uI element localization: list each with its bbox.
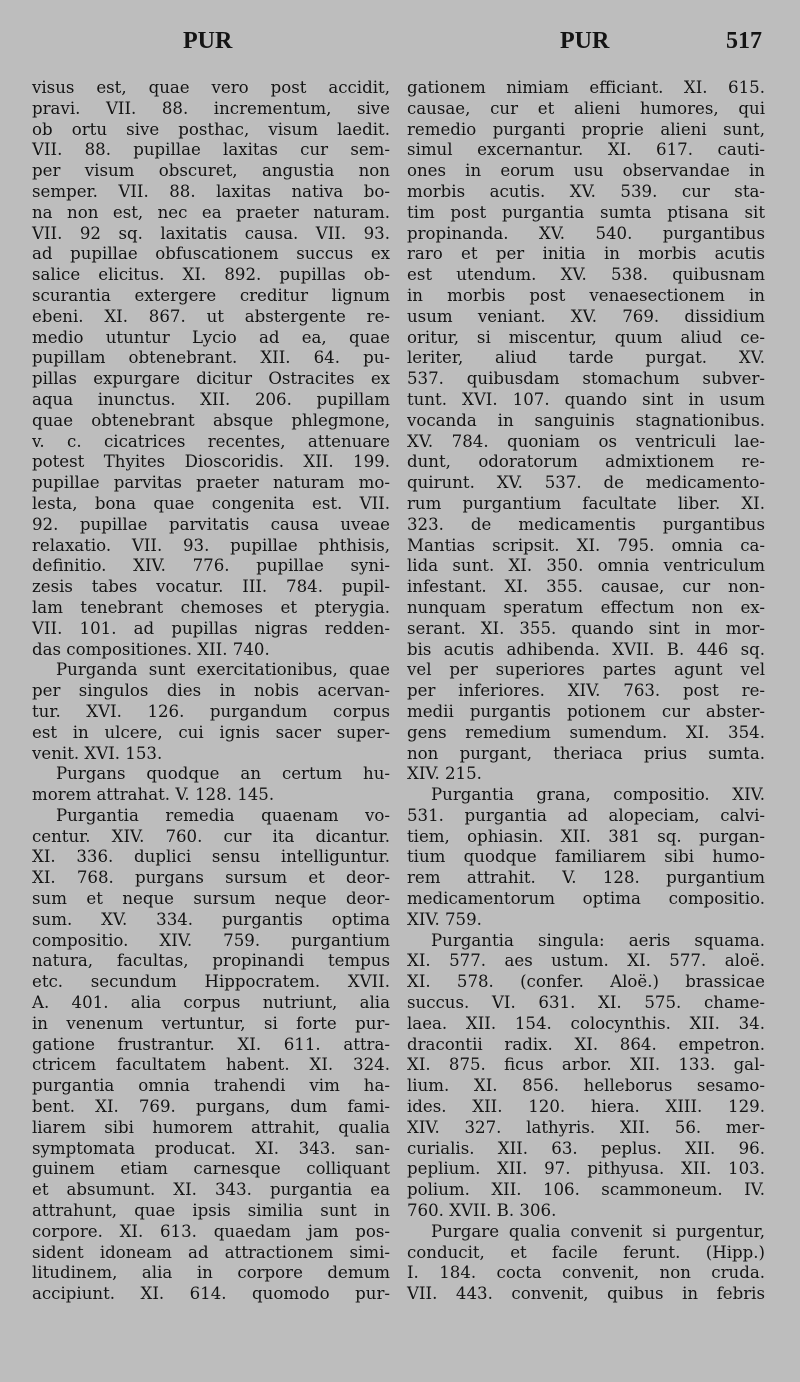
text-line: compositio. XIV. 759. purgantium	[32, 930, 390, 950]
text-line: VII. 92 sq. laxitatis causa. VII. 93.	[32, 223, 390, 243]
page-number: 517	[726, 28, 762, 54]
text-line: XIV. 327. lathyris. XII. 56. mer-	[407, 1117, 765, 1137]
text-line: medicamentorum optima compositio.	[407, 889, 765, 909]
text-line: relaxatio. VII. 93. pupillae phthisis,	[32, 535, 390, 555]
text-line: sident idoneam ad attractionem simi-	[32, 1242, 390, 1262]
text-line: liarem sibi humorem attrahit, qualia	[32, 1117, 390, 1137]
text-line: per singulos dies in nobis acervan-	[32, 681, 390, 701]
text-line: venit. XVI. 153.	[32, 743, 163, 763]
text-line: pupillae parvitas praeter naturam mo-	[32, 473, 390, 493]
text-line: ad pupillae obfuscationem succus ex	[32, 244, 390, 264]
text-line: propinanda. XV. 540. purgantibus	[407, 223, 765, 243]
text-line: tiem, ophiasin. XII. 381 sq. purgan-	[407, 826, 765, 846]
text-line: XI. 768. purgans sursum et deor-	[32, 868, 390, 888]
text-line: 537. quibusdam stomachum subver-	[407, 369, 765, 389]
text-line: tunt. XVI. 107. quando sint in usum	[407, 389, 765, 409]
text-line: lesta, bona quae congenita est. VII.	[32, 493, 390, 513]
text-line: peplium. XII. 97. pithyusa. XII. 103.	[407, 1159, 765, 1179]
text-line: conducit, et facile ferunt. (Hipp.)	[407, 1242, 765, 1262]
text-line: vocanda in sanguinis stagnationibus.	[407, 410, 765, 430]
text-line: attrahunt, quae ipsis similia sunt in	[32, 1201, 390, 1221]
text-line: VII. 443. convenit, quibus in febris	[407, 1284, 765, 1304]
header-center-word: PUR	[560, 28, 610, 54]
text-line: gationem nimiam efficiant. XI. 615.	[407, 78, 765, 97]
text-line: ebeni. XI. 867. ut abstergente re-	[32, 306, 390, 326]
text-line: v. c. cicatrices recentes, attenuare	[32, 431, 390, 451]
text-line: serant. XI. 355. quando sint in mor-	[407, 618, 765, 638]
text-line: etc. secundum Hippocratem. XVII.	[32, 972, 390, 992]
text-line: VII. 101. ad pupillas nigras redden-	[32, 618, 390, 638]
text-line: lida sunt. XI. 350. omnia ventriculum	[407, 556, 765, 576]
running-header	[0, 28, 800, 68]
text-line: 531. purgantia ad alopeciam, calvi-	[407, 805, 765, 825]
text-line: pravi. VII. 88. incrementum, sive	[32, 98, 390, 118]
text-line: 760. XVII. B. 306.	[407, 1201, 557, 1221]
text-line: simul excernantur. XI. 617. cauti-	[407, 140, 765, 160]
text-line: semper. VII. 88. laxitas nativa bo-	[32, 181, 390, 201]
text-line: medii purgantis potionem cur abster-	[407, 701, 765, 721]
text-line: Purgans quodque an certum hu-	[56, 764, 390, 784]
text-line: XV. 784. quoniam os ventriculi lae-	[407, 431, 765, 451]
text-line: quae obtenebrant absque phlegmone,	[32, 410, 390, 430]
text-line: quirunt. XV. 537. de medicamento-	[407, 473, 765, 493]
text-line: causae, cur et alieni humores, qui	[407, 98, 765, 118]
text-line: sum et neque sursum neque deor-	[32, 889, 390, 909]
text-line: XI. 578. (confer. Aloë.) brassicae	[407, 972, 765, 992]
text-line: rum purgantium facultate liber. XI.	[407, 493, 765, 513]
text-line: corpore. XI. 613. quaedam jam pos-	[32, 1221, 390, 1241]
text-line: symptomata producat. XI. 343. san-	[32, 1138, 390, 1158]
text-line: nunquam speratum effectum non ex-	[407, 597, 765, 617]
text-line: in venenum vertuntur, si forte pur-	[32, 1013, 390, 1033]
text-line: morbis acutis. XV. 539. cur sta-	[407, 181, 765, 201]
text-line: salice elicitus. XI. 892. pupillas ob-	[32, 265, 390, 285]
text-line: XI. 577. aes ustum. XI. 577. aloë.	[407, 951, 765, 971]
text-line: XIV. 759.	[407, 909, 482, 929]
text-line: 323. de medicamentis purgantibus	[407, 514, 765, 534]
left-column	[32, 78, 390, 1305]
text-line: accipiunt. XI. 614. quomodo pur-	[32, 1284, 390, 1304]
text-line: tim post purgantia sumta ptisana sit	[407, 202, 765, 222]
text-line: curialis. XII. 63. peplus. XII. 96.	[407, 1138, 765, 1158]
text-line: centur. XIV. 760. cur ita dicantur.	[32, 826, 390, 846]
text-line: litudinem, alia in corpore demum	[32, 1263, 390, 1283]
text-line: XI. 875. ficus arbor. XII. 133. gal-	[407, 1055, 765, 1075]
text-line: definitio. XIV. 776. pupillae syni-	[32, 556, 390, 576]
text-line: Purgare qualia convenit si purgentur,	[431, 1221, 765, 1241]
text-line: gens remedium sumendum. XI. 354.	[407, 722, 765, 742]
text-line: aqua inunctus. XII. 206. pupillam	[32, 389, 390, 409]
text-line: leriter, aliud tarde purgat. XV.	[407, 348, 765, 368]
text-line: rem attrahit. V. 128. purgantium	[407, 868, 765, 888]
text-line: XI. 336. duplici sensu intelliguntur.	[32, 847, 390, 867]
text-line: succus. VI. 631. XI. 575. chame-	[407, 993, 765, 1013]
text-line: scurantia extergere creditur lignum	[32, 285, 390, 305]
text-line: sum. XV. 334. purgantis optima	[32, 909, 390, 929]
right-column	[407, 78, 765, 1305]
text-line: oritur, si miscentur, quum aliud ce-	[407, 327, 765, 347]
text-line: laea. XII. 154. colocynthis. XII. 34.	[407, 1013, 765, 1033]
header-left-word: PUR	[183, 28, 233, 54]
text-line: ones in eorum usu observandae in	[407, 161, 765, 181]
text-line: 92. pupillae parvitatis causa uveae	[32, 514, 390, 534]
text-line: raro et per initia in morbis acutis	[407, 244, 765, 264]
text-line: Purgantia singula: aeris squama.	[431, 930, 765, 950]
text-line: dracontii radix. XI. 864. empetron.	[407, 1034, 765, 1054]
text-line: XIV. 215.	[407, 764, 482, 784]
text-line: natura, facultas, propinandi tempus	[32, 951, 390, 971]
text-line: usum veniant. XV. 769. dissidium	[407, 306, 765, 326]
text-line: est in ulcere, cui ignis sacer super-	[32, 722, 390, 742]
text-line: pupillam obtenebrant. XII. 64. pu-	[32, 348, 390, 368]
text-line: A. 401. alia corpus nutriunt, alia	[32, 993, 390, 1013]
text-line: visus est, quae vero post accidit,	[32, 78, 390, 97]
text-line: bis acutis adhibenda. XVII. B. 446 sq.	[407, 639, 765, 659]
text-line: I. 184. cocta convenit, non cruda.	[407, 1263, 765, 1283]
text-line: morem attrahat. V. 128. 145.	[32, 785, 275, 805]
text-line: polium. XII. 106. scammoneum. IV.	[407, 1180, 765, 1200]
text-line: guinem etiam carnesque colliquant	[32, 1159, 390, 1179]
text-line: tur. XVI. 126. purgandum corpus	[32, 701, 390, 721]
text-line: ob ortu sive posthac, visum laedit.	[32, 119, 390, 139]
text-line: potest Thyites Dioscoridis. XII. 199.	[32, 452, 390, 472]
text-line: pillas expurgare dicitur Ostracites ex	[32, 369, 390, 389]
text-line: Purgantia remedia quaenam vo-	[56, 805, 390, 825]
text-line: purgantia omnia trahendi vim ha-	[32, 1076, 390, 1096]
text-line: infestant. XI. 355. causae, cur non-	[407, 577, 765, 597]
text-line: gatione frustrantur. XI. 611. attra-	[32, 1034, 390, 1054]
text-line: per inferiores. XIV. 763. post re-	[407, 681, 765, 701]
text-line: ides. XII. 120. hiera. XIII. 129.	[407, 1097, 765, 1117]
text-line: bent. XI. 769. purgans, dum fami-	[32, 1097, 390, 1117]
text-line: das compositiones. XII. 740.	[32, 639, 270, 659]
text-line: lam tenebrant chemoses et pterygia.	[32, 597, 390, 617]
text-line: Mantias scripsit. XI. 795. omnia ca-	[407, 535, 765, 555]
text-line: est utendum. XV. 538. quibusnam	[407, 265, 765, 285]
text-line: dunt, odoratorum admixtionem re-	[407, 452, 765, 472]
text-line: VII. 88. pupillae laxitas cur sem-	[32, 140, 390, 160]
text-line: lium. XI. 856. helleborus sesamo-	[407, 1076, 765, 1096]
text-line: zesis tabes vocatur. III. 784. pupil-	[32, 577, 390, 597]
text-line: vel per superiores partes agunt vel	[407, 660, 765, 680]
text-line: Purganda sunt exercitationibus, quae	[56, 660, 390, 680]
text-line: et absumunt. XI. 343. purgantia ea	[32, 1180, 390, 1200]
text-line: non purgant, theriaca prius sumta.	[407, 743, 765, 763]
text-line: Purgantia grana, compositio. XIV.	[431, 785, 765, 805]
text-line: medio utuntur Lycio ad ea, quae	[32, 327, 390, 347]
text-line: tium quodque familiarem sibi humo-	[407, 847, 765, 867]
text-line: in morbis post venaesectionem in	[407, 285, 765, 305]
text-line: na non est, nec ea praeter naturam.	[32, 202, 390, 222]
text-line: ctricem facultatem habent. XI. 324.	[32, 1055, 390, 1075]
text-line: remedio purganti proprie alieni sunt,	[407, 119, 765, 139]
text-line: per visum obscuret, angustia non	[32, 161, 390, 181]
